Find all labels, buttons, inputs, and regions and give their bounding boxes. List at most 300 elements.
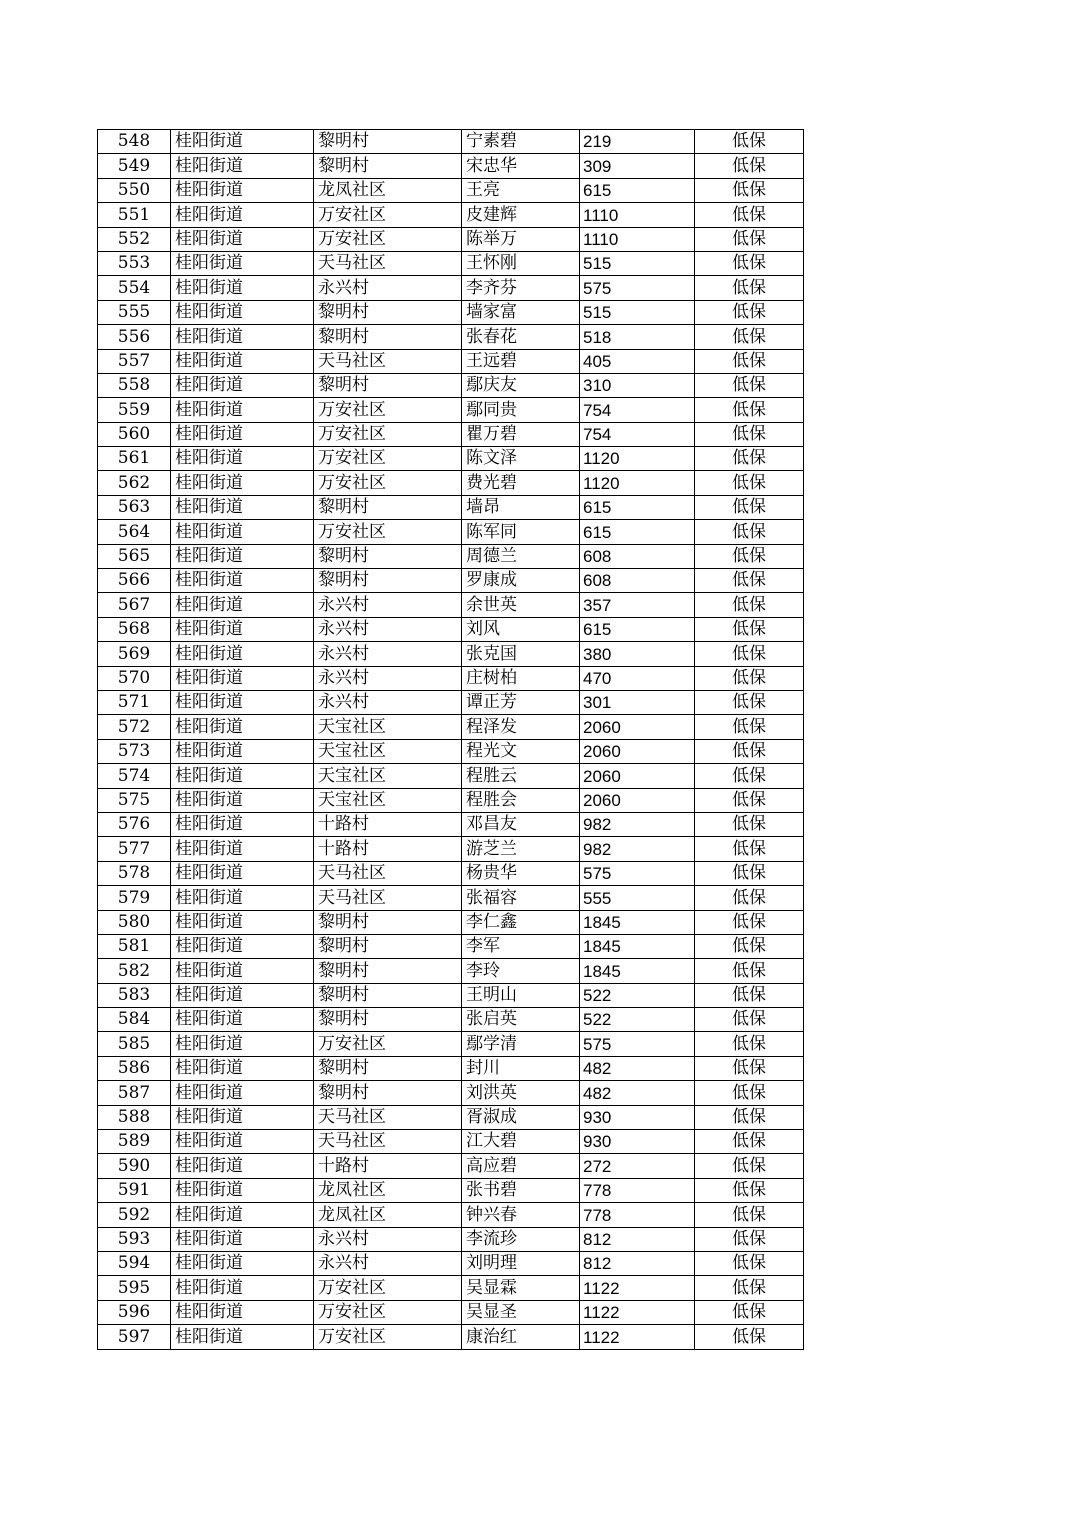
street-cell: 桂阳街道 [171, 251, 314, 275]
name-cell: 皮建辉 [462, 203, 580, 227]
name-cell: 余世英 [462, 593, 580, 617]
amount-cell: 615 [580, 520, 695, 544]
street-cell: 桂阳街道 [171, 227, 314, 251]
row-number-cell: 578 [98, 861, 171, 885]
table-row [98, 276, 804, 300]
name-cell: 墙家富 [462, 300, 580, 324]
type-cell: 低保 [695, 276, 804, 300]
name-cell: 张书碧 [462, 1178, 580, 1202]
community-cell: 万安社区 [314, 422, 462, 446]
amount-cell: 2060 [580, 788, 695, 812]
row-number-cell: 593 [98, 1227, 171, 1251]
street-cell: 桂阳街道 [171, 690, 314, 714]
amount-cell: 522 [580, 1008, 695, 1032]
row-number-cell: 592 [98, 1203, 171, 1227]
community-cell: 万安社区 [314, 1032, 462, 1056]
type-cell: 低保 [695, 1130, 804, 1154]
community-cell: 黎明村 [314, 934, 462, 958]
row-number-cell: 558 [98, 373, 171, 397]
amount-cell: 272 [580, 1154, 695, 1178]
community-cell: 天马社区 [314, 349, 462, 373]
street-cell: 桂阳街道 [171, 1276, 314, 1300]
amount-cell: 608 [580, 569, 695, 593]
community-cell: 永兴村 [314, 690, 462, 714]
amount-cell: 615 [580, 617, 695, 641]
community-cell: 万安社区 [314, 1300, 462, 1324]
table-row [98, 1178, 804, 1202]
table-row [98, 1130, 804, 1154]
amount-cell: 1845 [580, 934, 695, 958]
amount-cell: 1845 [580, 959, 695, 983]
type-cell: 低保 [695, 1178, 804, 1202]
name-cell: 江大碧 [462, 1130, 580, 1154]
row-number-cell: 557 [98, 349, 171, 373]
table-row [98, 1227, 804, 1251]
table-row [98, 349, 804, 373]
street-cell: 桂阳街道 [171, 1130, 314, 1154]
row-number-cell: 564 [98, 520, 171, 544]
type-cell: 低保 [695, 837, 804, 861]
name-cell: 刘明理 [462, 1251, 580, 1275]
type-cell: 低保 [695, 1008, 804, 1032]
community-cell: 黎明村 [314, 154, 462, 178]
row-number-cell: 563 [98, 495, 171, 519]
row-number-cell: 554 [98, 276, 171, 300]
name-cell: 张福容 [462, 886, 580, 910]
community-cell: 天宝社区 [314, 764, 462, 788]
street-cell: 桂阳街道 [171, 422, 314, 446]
amount-cell: 575 [580, 861, 695, 885]
street-cell: 桂阳街道 [171, 1032, 314, 1056]
table-row [98, 715, 804, 739]
community-cell: 永兴村 [314, 1251, 462, 1275]
community-cell: 天马社区 [314, 1130, 462, 1154]
type-cell: 低保 [695, 861, 804, 885]
name-cell: 王怀刚 [462, 251, 580, 275]
table-row [98, 1203, 804, 1227]
table-row [98, 447, 804, 471]
community-cell: 黎明村 [314, 1081, 462, 1105]
type-cell: 低保 [695, 1154, 804, 1178]
amount-cell: 470 [580, 666, 695, 690]
table-row [98, 959, 804, 983]
amount-cell: 1120 [580, 447, 695, 471]
community-cell: 龙凤社区 [314, 1178, 462, 1202]
type-cell: 低保 [695, 934, 804, 958]
street-cell: 桂阳街道 [171, 349, 314, 373]
data-table [97, 129, 804, 1350]
amount-cell: 930 [580, 1105, 695, 1129]
community-cell: 万安社区 [314, 1276, 462, 1300]
community-cell: 天马社区 [314, 886, 462, 910]
row-number-cell: 555 [98, 300, 171, 324]
name-cell: 程泽发 [462, 715, 580, 739]
table-row [98, 617, 804, 641]
row-number-cell: 549 [98, 154, 171, 178]
row-number-cell: 570 [98, 666, 171, 690]
row-number-cell: 551 [98, 203, 171, 227]
row-number-cell: 595 [98, 1276, 171, 1300]
row-number-cell: 596 [98, 1300, 171, 1324]
name-cell: 王明山 [462, 983, 580, 1007]
type-cell: 低保 [695, 178, 804, 202]
type-cell: 低保 [695, 690, 804, 714]
name-cell: 鄢庆友 [462, 373, 580, 397]
community-cell: 黎明村 [314, 959, 462, 983]
name-cell: 王远碧 [462, 349, 580, 373]
street-cell: 桂阳街道 [171, 154, 314, 178]
name-cell: 胥淑成 [462, 1105, 580, 1129]
street-cell: 桂阳街道 [171, 983, 314, 1007]
street-cell: 桂阳街道 [171, 1081, 314, 1105]
community-cell: 龙凤社区 [314, 178, 462, 202]
name-cell: 游芝兰 [462, 837, 580, 861]
community-cell: 天马社区 [314, 251, 462, 275]
street-cell: 桂阳街道 [171, 495, 314, 519]
table-row [98, 739, 804, 763]
type-cell: 低保 [695, 1300, 804, 1324]
table-row [98, 520, 804, 544]
table-row [98, 1300, 804, 1324]
amount-cell: 518 [580, 325, 695, 349]
community-cell: 黎明村 [314, 1008, 462, 1032]
name-cell: 吴显霖 [462, 1276, 580, 1300]
type-cell: 低保 [695, 788, 804, 812]
street-cell: 桂阳街道 [171, 1300, 314, 1324]
row-number-cell: 584 [98, 1008, 171, 1032]
row-number-cell: 568 [98, 617, 171, 641]
type-cell: 低保 [695, 617, 804, 641]
row-number-cell: 575 [98, 788, 171, 812]
community-cell: 十路村 [314, 1154, 462, 1178]
name-cell: 墙昂 [462, 495, 580, 519]
street-cell: 桂阳街道 [171, 642, 314, 666]
type-cell: 低保 [695, 1056, 804, 1080]
amount-cell: 405 [580, 349, 695, 373]
row-number-cell: 565 [98, 544, 171, 568]
name-cell: 李玲 [462, 959, 580, 983]
name-cell: 鄢学清 [462, 1032, 580, 1056]
table-row [98, 325, 804, 349]
amount-cell: 219 [580, 130, 695, 154]
name-cell: 刘风 [462, 617, 580, 641]
type-cell: 低保 [695, 154, 804, 178]
community-cell: 天马社区 [314, 861, 462, 885]
row-number-cell: 552 [98, 227, 171, 251]
type-cell: 低保 [695, 471, 804, 495]
type-cell: 低保 [695, 910, 804, 934]
street-cell: 桂阳街道 [171, 593, 314, 617]
name-cell: 罗康成 [462, 569, 580, 593]
street-cell: 桂阳街道 [171, 666, 314, 690]
community-cell: 黎明村 [314, 495, 462, 519]
row-number-cell: 582 [98, 959, 171, 983]
community-cell: 十路村 [314, 837, 462, 861]
amount-cell: 310 [580, 373, 695, 397]
table-row [98, 300, 804, 324]
table-row [98, 203, 804, 227]
row-number-cell: 559 [98, 398, 171, 422]
amount-cell: 1122 [580, 1276, 695, 1300]
table-row [98, 983, 804, 1007]
type-cell: 低保 [695, 520, 804, 544]
table-row [98, 1251, 804, 1275]
type-cell: 低保 [695, 715, 804, 739]
street-cell: 桂阳街道 [171, 325, 314, 349]
table-row [98, 544, 804, 568]
street-cell: 桂阳街道 [171, 1178, 314, 1202]
street-cell: 桂阳街道 [171, 1325, 314, 1349]
row-number-cell: 581 [98, 934, 171, 958]
row-number-cell: 553 [98, 251, 171, 275]
amount-cell: 1110 [580, 227, 695, 251]
community-cell: 十路村 [314, 812, 462, 836]
table-body [98, 130, 804, 1350]
type-cell: 低保 [695, 373, 804, 397]
amount-cell: 357 [580, 593, 695, 617]
street-cell: 桂阳街道 [171, 569, 314, 593]
type-cell: 低保 [695, 325, 804, 349]
amount-cell: 982 [580, 812, 695, 836]
amount-cell: 522 [580, 983, 695, 1007]
table-row [98, 788, 804, 812]
name-cell: 谭正芳 [462, 690, 580, 714]
name-cell: 周德兰 [462, 544, 580, 568]
name-cell: 宁素碧 [462, 130, 580, 154]
amount-cell: 2060 [580, 764, 695, 788]
row-number-cell: 574 [98, 764, 171, 788]
street-cell: 桂阳街道 [171, 398, 314, 422]
table-row [98, 227, 804, 251]
type-cell: 低保 [695, 349, 804, 373]
type-cell: 低保 [695, 398, 804, 422]
name-cell: 费光碧 [462, 471, 580, 495]
street-cell: 桂阳街道 [171, 1251, 314, 1275]
amount-cell: 482 [580, 1056, 695, 1080]
row-number-cell: 594 [98, 1251, 171, 1275]
street-cell: 桂阳街道 [171, 1203, 314, 1227]
name-cell: 封川 [462, 1056, 580, 1080]
street-cell: 桂阳街道 [171, 203, 314, 227]
amount-cell: 812 [580, 1227, 695, 1251]
name-cell: 张克国 [462, 642, 580, 666]
community-cell: 永兴村 [314, 642, 462, 666]
table-row [98, 1081, 804, 1105]
row-number-cell: 583 [98, 983, 171, 1007]
row-number-cell: 569 [98, 642, 171, 666]
name-cell: 张春花 [462, 325, 580, 349]
row-number-cell: 577 [98, 837, 171, 861]
row-number-cell: 586 [98, 1056, 171, 1080]
community-cell: 万安社区 [314, 203, 462, 227]
community-cell: 万安社区 [314, 398, 462, 422]
amount-cell: 1122 [580, 1325, 695, 1349]
row-number-cell: 556 [98, 325, 171, 349]
name-cell: 宋忠华 [462, 154, 580, 178]
table-row [98, 861, 804, 885]
type-cell: 低保 [695, 666, 804, 690]
type-cell: 低保 [695, 447, 804, 471]
community-cell: 黎明村 [314, 1056, 462, 1080]
community-cell: 永兴村 [314, 617, 462, 641]
amount-cell: 575 [580, 276, 695, 300]
street-cell: 桂阳街道 [171, 886, 314, 910]
street-cell: 桂阳街道 [171, 959, 314, 983]
amount-cell: 1110 [580, 203, 695, 227]
amount-cell: 1120 [580, 471, 695, 495]
type-cell: 低保 [695, 1105, 804, 1129]
row-number-cell: 579 [98, 886, 171, 910]
community-cell: 黎明村 [314, 910, 462, 934]
table-row [98, 1032, 804, 1056]
row-number-cell: 550 [98, 178, 171, 202]
amount-cell: 615 [580, 178, 695, 202]
street-cell: 桂阳街道 [171, 544, 314, 568]
type-cell: 低保 [695, 203, 804, 227]
type-cell: 低保 [695, 422, 804, 446]
community-cell: 黎明村 [314, 300, 462, 324]
name-cell: 程胜会 [462, 788, 580, 812]
community-cell: 龙凤社区 [314, 1203, 462, 1227]
name-cell: 钟兴春 [462, 1203, 580, 1227]
community-cell: 万安社区 [314, 447, 462, 471]
name-cell: 瞿万碧 [462, 422, 580, 446]
type-cell: 低保 [695, 1081, 804, 1105]
table-row [98, 154, 804, 178]
street-cell: 桂阳街道 [171, 373, 314, 397]
name-cell: 邓昌友 [462, 812, 580, 836]
amount-cell: 778 [580, 1203, 695, 1227]
table-row [98, 1056, 804, 1080]
type-cell: 低保 [695, 300, 804, 324]
type-cell: 低保 [695, 251, 804, 275]
amount-cell: 1122 [580, 1300, 695, 1324]
amount-cell: 930 [580, 1130, 695, 1154]
row-number-cell: 576 [98, 812, 171, 836]
street-cell: 桂阳街道 [171, 130, 314, 154]
type-cell: 低保 [695, 1203, 804, 1227]
name-cell: 杨贵华 [462, 861, 580, 885]
type-cell: 低保 [695, 642, 804, 666]
name-cell: 庄树柏 [462, 666, 580, 690]
table-row [98, 886, 804, 910]
amount-cell: 1845 [580, 910, 695, 934]
table-row [98, 837, 804, 861]
table-row [98, 569, 804, 593]
street-cell: 桂阳街道 [171, 178, 314, 202]
row-number-cell: 567 [98, 593, 171, 617]
community-cell: 万安社区 [314, 1325, 462, 1349]
community-cell: 永兴村 [314, 593, 462, 617]
amount-cell: 608 [580, 544, 695, 568]
name-cell: 王亮 [462, 178, 580, 202]
table-row [98, 812, 804, 836]
table-row [98, 1008, 804, 1032]
community-cell: 永兴村 [314, 276, 462, 300]
community-cell: 黎明村 [314, 544, 462, 568]
table-row [98, 593, 804, 617]
type-cell: 低保 [695, 1276, 804, 1300]
table-row [98, 642, 804, 666]
amount-cell: 301 [580, 690, 695, 714]
row-number-cell: 587 [98, 1081, 171, 1105]
street-cell: 桂阳街道 [171, 715, 314, 739]
street-cell: 桂阳街道 [171, 764, 314, 788]
table-row [98, 934, 804, 958]
table-row [98, 495, 804, 519]
row-number-cell: 588 [98, 1105, 171, 1129]
name-cell: 陈军同 [462, 520, 580, 544]
type-cell: 低保 [695, 227, 804, 251]
community-cell: 天宝社区 [314, 739, 462, 763]
type-cell: 低保 [695, 569, 804, 593]
street-cell: 桂阳街道 [171, 1105, 314, 1129]
amount-cell: 309 [580, 154, 695, 178]
amount-cell: 380 [580, 642, 695, 666]
type-cell: 低保 [695, 812, 804, 836]
amount-cell: 615 [580, 495, 695, 519]
street-cell: 桂阳街道 [171, 1154, 314, 1178]
row-number-cell: 560 [98, 422, 171, 446]
name-cell: 程光文 [462, 739, 580, 763]
street-cell: 桂阳街道 [171, 300, 314, 324]
amount-cell: 754 [580, 398, 695, 422]
street-cell: 桂阳街道 [171, 447, 314, 471]
street-cell: 桂阳街道 [171, 520, 314, 544]
name-cell: 李齐芬 [462, 276, 580, 300]
name-cell: 陈文泽 [462, 447, 580, 471]
table-row [98, 1276, 804, 1300]
type-cell: 低保 [695, 886, 804, 910]
table-row [98, 666, 804, 690]
row-number-cell: 589 [98, 1130, 171, 1154]
amount-cell: 812 [580, 1251, 695, 1275]
street-cell: 桂阳街道 [171, 910, 314, 934]
type-cell: 低保 [695, 1227, 804, 1251]
type-cell: 低保 [695, 544, 804, 568]
name-cell: 吴显圣 [462, 1300, 580, 1324]
table-row [98, 690, 804, 714]
street-cell: 桂阳街道 [171, 788, 314, 812]
row-number-cell: 548 [98, 130, 171, 154]
name-cell: 李流珍 [462, 1227, 580, 1251]
type-cell: 低保 [695, 983, 804, 1007]
amount-cell: 2060 [580, 739, 695, 763]
type-cell: 低保 [695, 593, 804, 617]
row-number-cell: 590 [98, 1154, 171, 1178]
name-cell: 康治红 [462, 1325, 580, 1349]
amount-cell: 754 [580, 422, 695, 446]
table-row [98, 130, 804, 154]
community-cell: 天宝社区 [314, 715, 462, 739]
name-cell: 高应碧 [462, 1154, 580, 1178]
community-cell: 黎明村 [314, 325, 462, 349]
table-row [98, 1105, 804, 1129]
type-cell: 低保 [695, 739, 804, 763]
name-cell: 程胜云 [462, 764, 580, 788]
amount-cell: 555 [580, 886, 695, 910]
type-cell: 低保 [695, 1032, 804, 1056]
community-cell: 黎明村 [314, 373, 462, 397]
table-row [98, 1325, 804, 1349]
type-cell: 低保 [695, 130, 804, 154]
name-cell: 李军 [462, 934, 580, 958]
row-number-cell: 580 [98, 910, 171, 934]
community-cell: 永兴村 [314, 1227, 462, 1251]
street-cell: 桂阳街道 [171, 1056, 314, 1080]
table-row [98, 373, 804, 397]
street-cell: 桂阳街道 [171, 934, 314, 958]
